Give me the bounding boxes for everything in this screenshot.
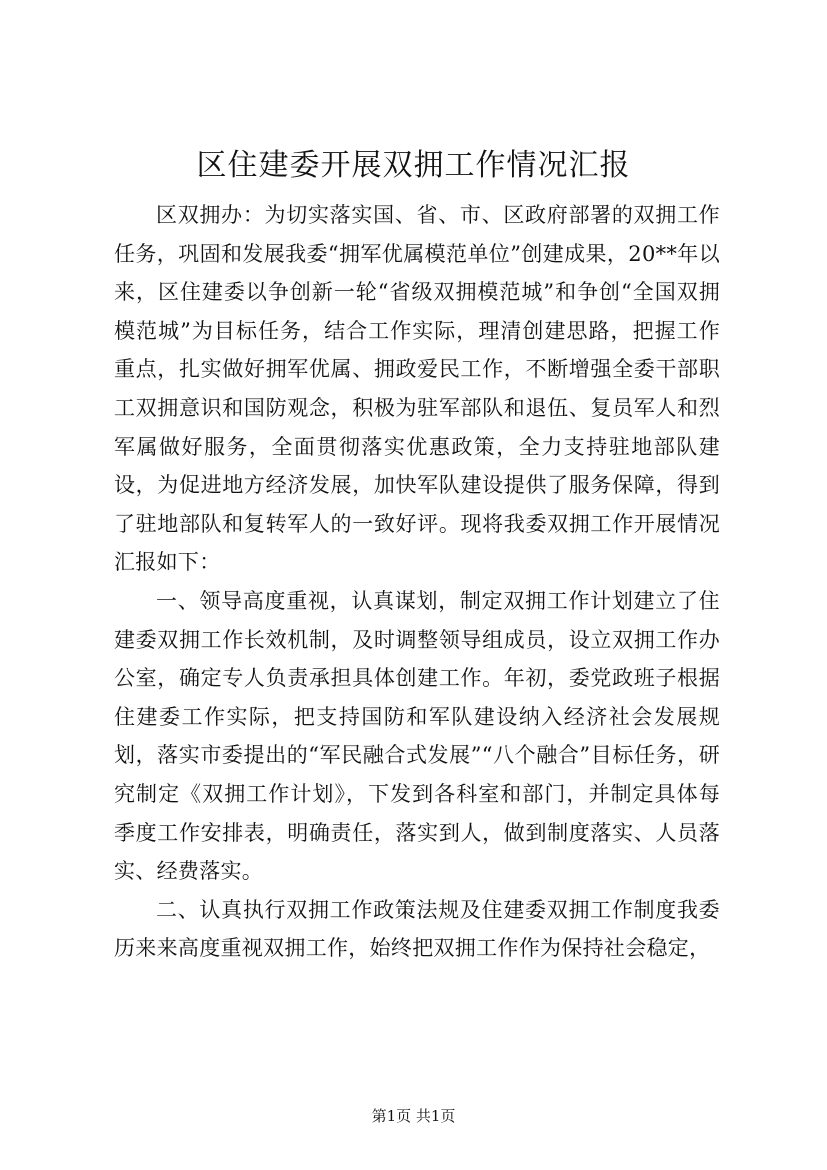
paragraph-intro: 区双拥办：为切实落实国、省、市、区政府部署的双拥工作任务，巩固和发展我委“拥军优属模范单位”创建成果，20**年以来，区住建委以争创新一轮“省级双拥模范城”和争创“全国双拥模范城”为目标任务，结合工作实际，理清创建思路，把握工作重点，扎实做好拥军优属、拥政爱民工作，不断增强全委干部职工双拥意识和国防观念，积极为驻军部队和退伍、复员军人和烈军属做好服务，全面贯彻落实优惠政策，全力支持驻地部队建设，为促进地方经济发展，加快军队建设提供了服务保障，得到了驻地部队和复转军人的一致好评。现将我委双拥工作开展情况汇报如下：: [114, 203, 720, 575]
paragraph-section-2: 二、认真执行双拥工作政策法规及住建委双拥工作制度我委历来来高度重视双拥工作，始终把双拥工作作为保持社会稳定，: [114, 897, 720, 961]
page-footer: 第1页 共1页: [371, 1107, 456, 1125]
document-body: [114, 196, 720, 968]
document-title: 区住建委开展双拥工作情况汇报: [196, 148, 631, 183]
paragraph-section-1: 一、领导高度重视，认真谋划，制定双拥工作计划建立了住建委双拥工作长效机制，及时调整领导组成员，设立双拥工作办公室，确定专人负责承担具体创建工作。年初，委党政班子根据住建委工作实际，把支持国防和军队建设纳入经济社会发展规划，落实市委提出的“军民融合式发展”“八个融合”目标任务，研究制定《双拥工作计划》，下发到各科室和部门，并制定具体每季度工作安排表，明确责任，落实到人，做到制度落实、人员落实、经费落实。: [114, 588, 720, 884]
